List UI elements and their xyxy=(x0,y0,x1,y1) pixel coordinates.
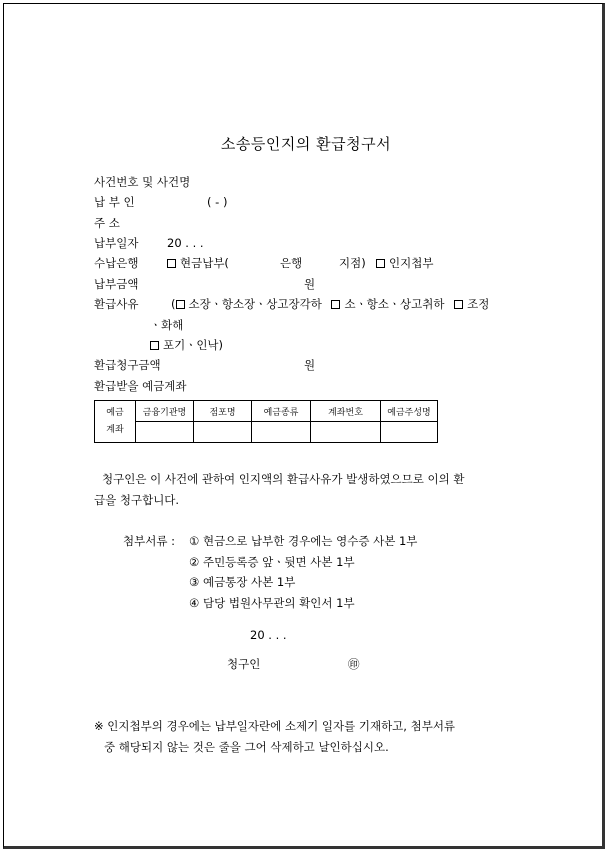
amount-label: 납부금액 xyxy=(94,277,139,291)
reason-opt1: 소장ㆍ항소장ㆍ상고장각하 xyxy=(188,297,322,311)
statement xyxy=(94,469,524,511)
attachment-item: ① 현금으로 납부한 경우에는 영수증 사본 1부 xyxy=(189,534,418,548)
bank-label: 수납은행 xyxy=(94,256,139,270)
account-row-header-line1: 예금 xyxy=(106,407,124,418)
bank-name-cell[interactable] xyxy=(136,422,194,443)
column-header: 예금주성명 xyxy=(381,401,438,422)
bank-stamp-label: 인지첩부 xyxy=(389,256,434,270)
checkbox-waiver xyxy=(150,341,159,350)
branch-cell[interactable] xyxy=(194,422,252,443)
checkbox-withdraw xyxy=(331,300,340,309)
reason-opt3: 조정 xyxy=(467,297,490,311)
reason-label: 환급사유 xyxy=(94,297,139,311)
account-holder-cell[interactable] xyxy=(381,422,438,443)
payer-label: 납 부 인 xyxy=(94,195,135,209)
note xyxy=(94,716,534,758)
amount-unit: 원 xyxy=(304,277,316,291)
paydate-label: 납부일자 xyxy=(94,236,139,250)
reason-line2: ㆍ화해 xyxy=(150,318,184,332)
note-line1: ※ 인지첩부의 경우에는 납부일자란에 소제기 일자를 기재하고, 첨부서류 xyxy=(94,719,456,733)
checkbox-cash xyxy=(167,259,176,268)
statement-line2: 급을 청구합니다. xyxy=(94,493,180,507)
reason-opt2: 소ㆍ항소ㆍ상고취하 xyxy=(344,297,445,311)
checkbox-mediation xyxy=(454,300,463,309)
account-number-cell[interactable] xyxy=(311,422,381,443)
attachment-item: ④ 담당 법원사무관의 확인서 1부 xyxy=(189,596,355,610)
column-header: 계좌번호 xyxy=(311,401,381,422)
paydate-value: 20 . . . xyxy=(167,236,204,250)
statement-line1: 청구인은 이 사건에 관하여 인지액의 환급사유가 발생하였으므로 이의 환 xyxy=(102,472,465,486)
attachments-label: 첨부서류 : xyxy=(123,534,175,548)
address-label: 주 소 xyxy=(94,216,120,230)
claimant-label: 청구인 xyxy=(227,657,261,671)
attachment-item: ③ 예금통장 사본 1부 xyxy=(189,575,296,589)
page-title: 소송등인지의 환급청구서 xyxy=(220,135,392,153)
seal-mark: ㊞ xyxy=(348,657,360,671)
account-row-header xyxy=(95,401,136,443)
bank-stamp-option xyxy=(376,256,433,270)
bank-office: 지점) xyxy=(339,256,366,270)
account-label: 환급받을 예금계좌 xyxy=(94,379,187,393)
column-header: 점포명 xyxy=(194,401,252,422)
reason-opt4: 포기ㆍ인낙) xyxy=(163,338,224,352)
account-table xyxy=(94,400,438,443)
deposit-type-cell[interactable] xyxy=(252,422,311,443)
column-header: 예금종류 xyxy=(252,401,311,422)
claim-amount-unit: 원 xyxy=(304,358,316,372)
bank-cash-label: 현금납부( xyxy=(180,256,229,270)
date-line: 20 . . . xyxy=(250,628,287,642)
checkbox-stamp xyxy=(376,259,385,268)
checkbox-dismiss xyxy=(176,300,185,309)
reason-open-paren: ( xyxy=(171,297,176,311)
payer-value: ( - ) xyxy=(207,195,228,209)
attachment-item: ② 주민등록증 앞ㆍ뒷면 사본 1부 xyxy=(189,555,355,569)
bank-branch: 은행 xyxy=(280,256,303,270)
bank-cash-option xyxy=(167,256,229,270)
column-header: 금융기관명 xyxy=(136,401,194,422)
note-line2: 중 해당되지 않는 것은 줄을 그어 삭제하고 날인하십시오. xyxy=(104,740,389,754)
account-row-header-line2: 계좌 xyxy=(106,424,124,435)
claim-amount-label: 환급청구금액 xyxy=(94,358,161,372)
reason-options xyxy=(171,297,489,311)
reason-opt4-wrap xyxy=(150,338,223,352)
case-label: 사건번호 및 사건명 xyxy=(94,175,191,189)
